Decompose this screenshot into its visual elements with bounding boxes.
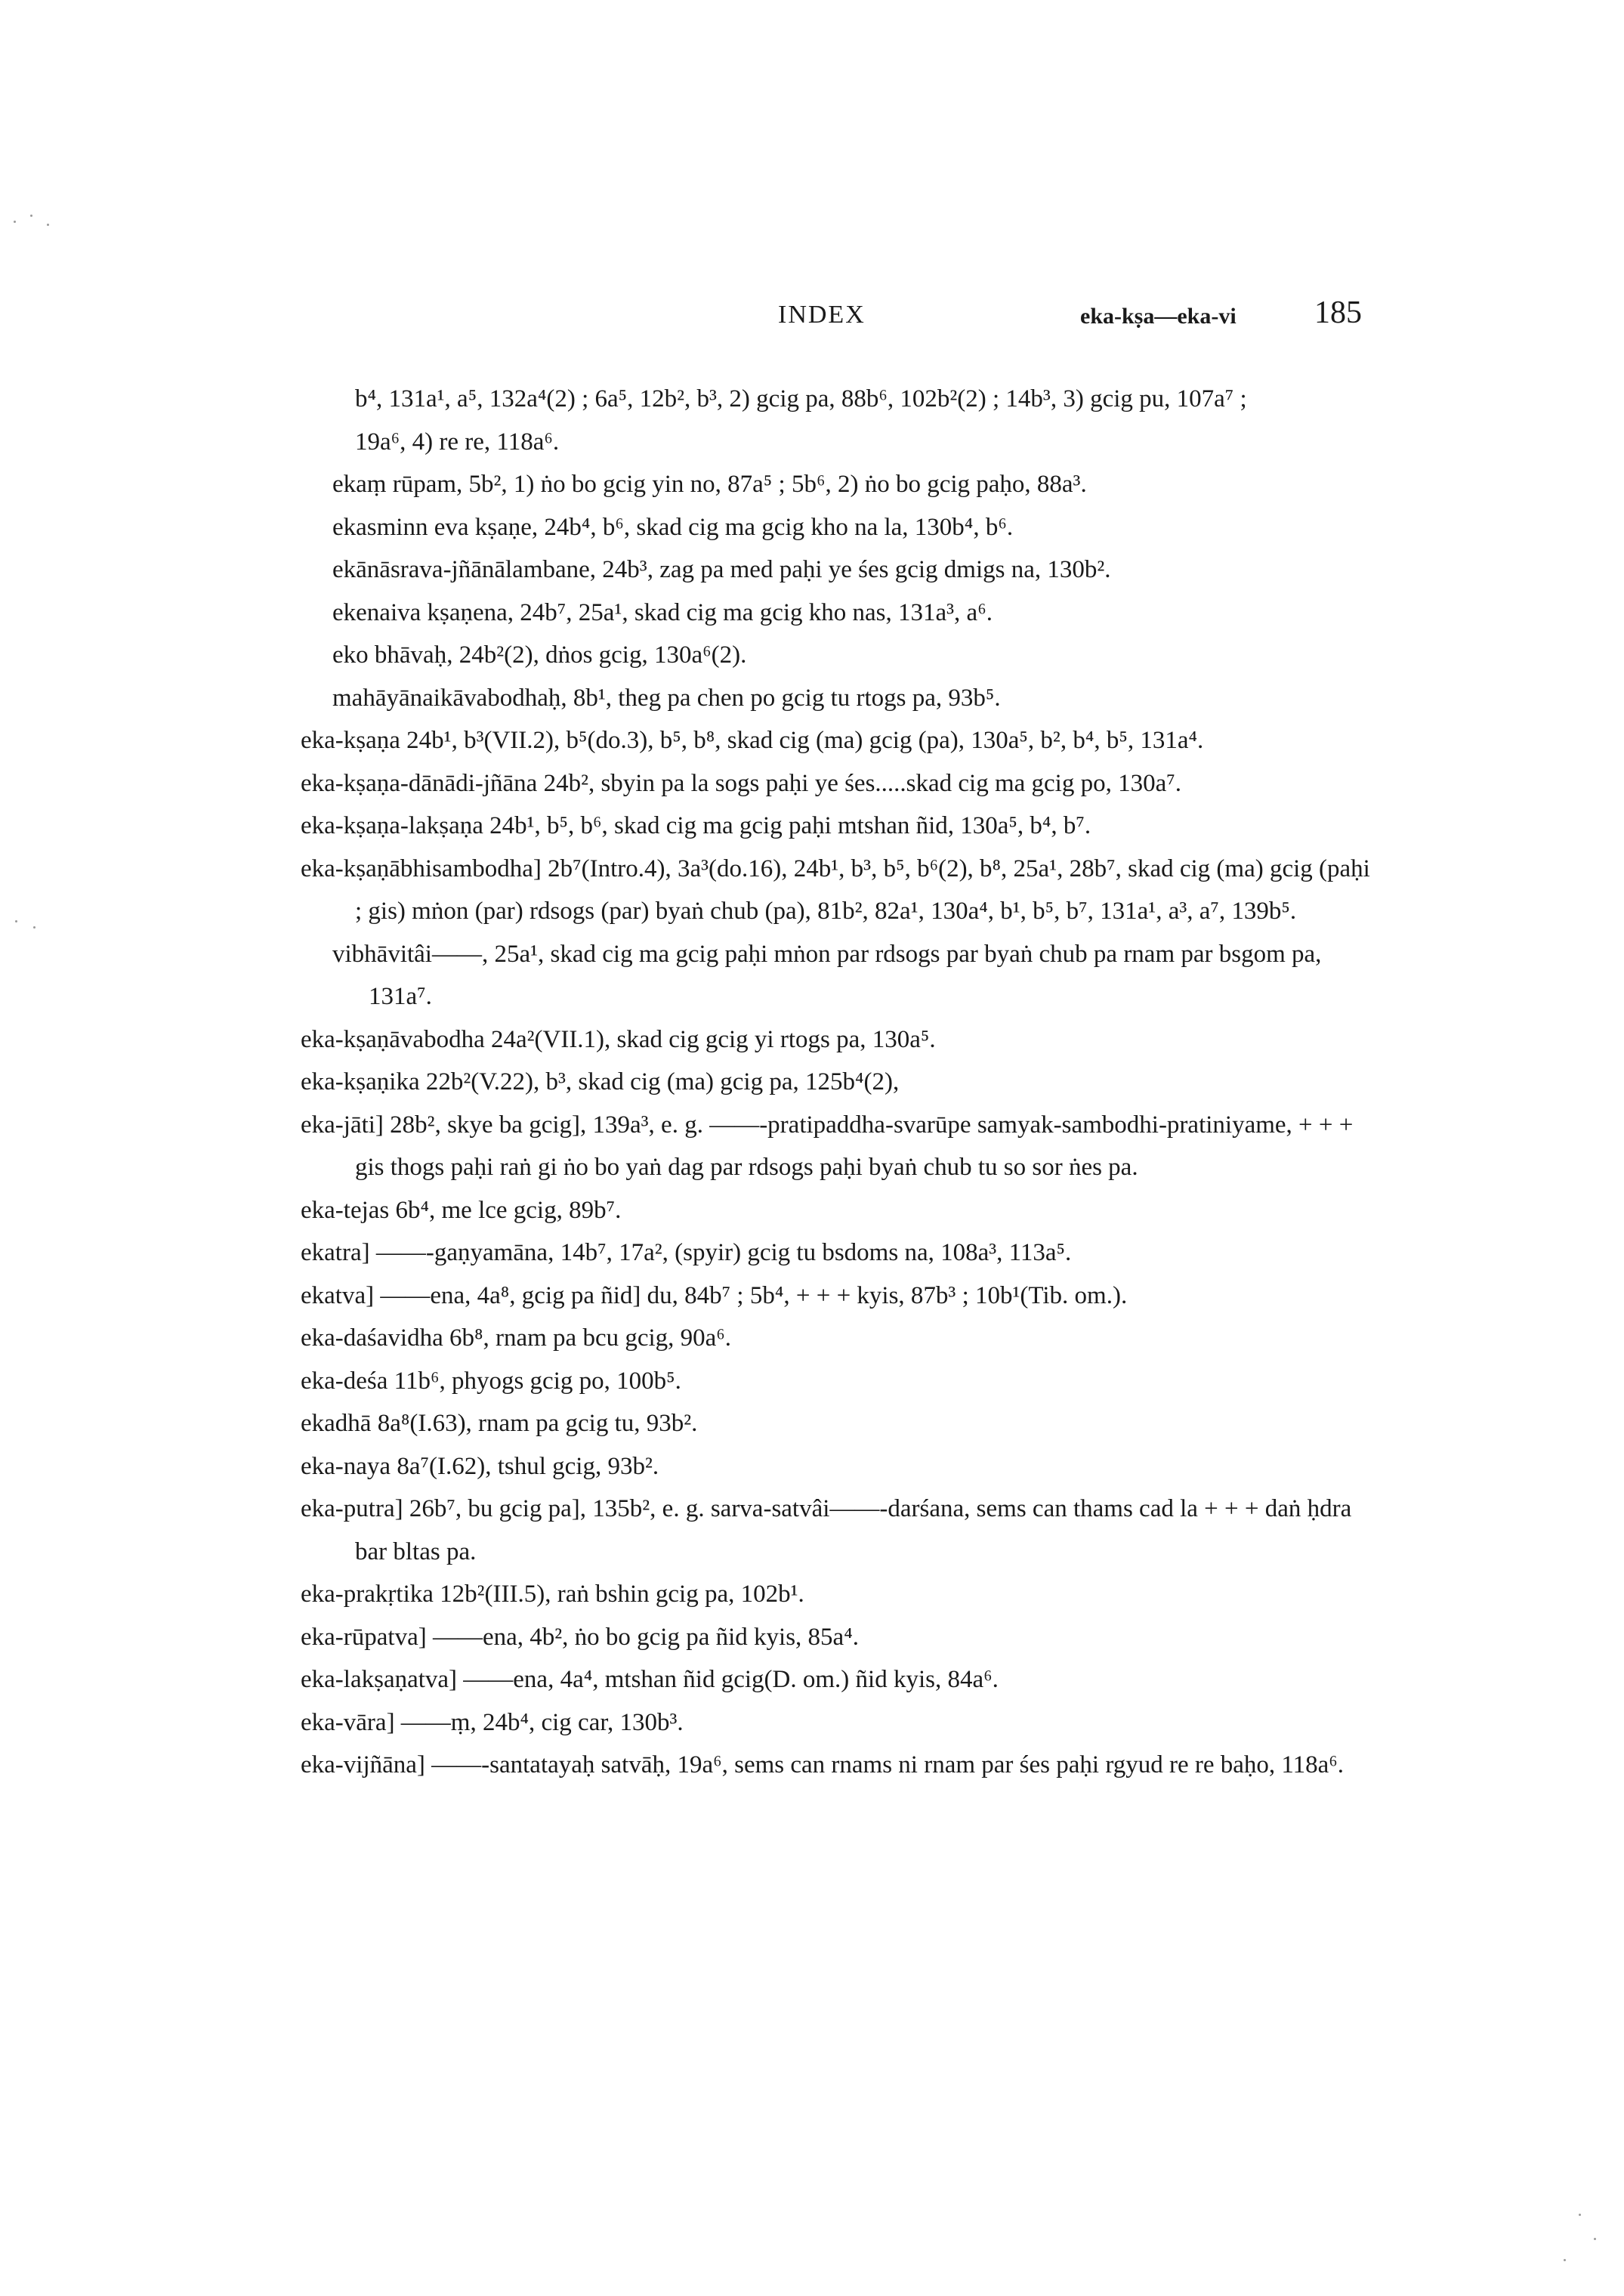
index-entry: eka-daśavidha 6b⁸, rnam pa bcu gcig, 90a⁶. xyxy=(301,1324,732,1352)
sub-entry: ekasminn eva kṣaṇe, 24b⁴, b⁶, skad cig ma gcig kho na la, 130b⁴, b⁶. xyxy=(332,513,1014,541)
index-entry: ekadhā 8a⁸(I.63), rnam pa gcig tu, 93b². xyxy=(301,1410,698,1437)
sub-entry: ekānāsrava-jñānālambane, 24b³, zag pa med paḥi ye śes gcig dmigs na, 130b². xyxy=(332,556,1111,583)
sub-entry: eko bhāvaḥ, 24b²(2), dṅos gcig, 130a⁶(2). xyxy=(332,641,747,669)
header-entry-range: eka-kṣa—eka-vi xyxy=(1080,304,1237,329)
sub-entry: ekaṃ rūpam, 5b², 1) ṅo bo gcig yin no, 87a⁵ ; 5b⁶, 2) ṅo bo gcig paḥo, 88a³. xyxy=(332,471,1087,498)
sub-entry: mahāyānaikāvabodhaḥ, 8b¹, theg pa chen po gcig tu rtogs pa, 93b⁵. xyxy=(332,684,1001,712)
index-entries xyxy=(301,378,1373,1787)
index-entry: eka-kṣaṇa-lakṣaṇa 24b¹, b⁵, b⁶, skad cig ma gcig paḥi mtshan ñid, 130a⁵, b⁴, b⁷. xyxy=(301,812,1091,839)
index-entry: eka-kṣaṇābhisambodha] 2b⁷(Intro.4), 3a³(do.16), 24b¹, b³, b⁵, b⁶(2), b⁸, 25a¹, 28b⁷, skad cig (ma) gcig (paḥi ; gis) mṅon (par) rdsogs (par) byaṅ chub (pa), 81b², 82a¹, 130a⁴, b¹, b⁵, b⁷, 131a¹, a³, a⁷, 139b⁵. xyxy=(301,854,1370,925)
scan-speck xyxy=(14,221,16,223)
scan-speck xyxy=(30,215,32,217)
entry-continuation-line: 19a⁶, 4) re re, 118a⁶. xyxy=(355,428,560,456)
index-entry: eka-kṣaṇa 24b¹, b³(VII.2), b⁵(do.3), b⁵, b⁸, skad cig (ma) gcig (pa), 130a⁵, b², b⁴, b⁵, 131a⁴. xyxy=(301,727,1204,754)
index-entry: eka-rūpatva] ——ena, 4b², ṅo bo gcig pa ñid kyis, 85a⁴. xyxy=(301,1623,859,1651)
index-entry: eka-naya 8a⁷(I.62), tshul gcig, 93b². xyxy=(301,1452,659,1480)
index-entry: eka-kṣaṇa-dānādi-jñāna 24b², sbyin pa la sogs paḥi ye śes.....skad cig ma gcig po, 130a⁷. xyxy=(301,769,1182,797)
scan-speck xyxy=(33,926,36,929)
index-entry: eka-kṣaṇāvabodha 24a²(VII.1), skad cig gcig yi rtogs pa, 130a⁵. xyxy=(301,1025,936,1053)
scan-speck xyxy=(47,224,49,226)
scan-speck xyxy=(15,920,17,922)
index-entry: eka-vāra] ——ṃ, 24b⁴, cig car, 130b³. xyxy=(301,1708,684,1736)
index-entry: ekatva] ——ena, 4a⁸, gcig pa ñid] du, 84b⁷ ; 5b⁴, + + + kyis, 87b³ ; 10b¹(Tib. om.). xyxy=(301,1281,1128,1309)
running-header xyxy=(0,295,1624,338)
index-entry: eka-tejas 6b⁴, me lce gcig, 89b⁷. xyxy=(301,1196,622,1224)
header-title: INDEX xyxy=(778,301,866,329)
sub-entry: ekenaiva kṣaṇena, 24b⁷, 25a¹, skad cig ma gcig kho nas, 131a³, a⁶. xyxy=(332,598,993,626)
scan-speck xyxy=(1594,2238,1596,2240)
scan-speck xyxy=(1564,2259,1566,2261)
page-number: 185 xyxy=(1314,295,1362,330)
index-entry: ekatra] ——-gaṇyamāna, 14b⁷, 17a², (spyir) gcig tu bsdoms na, 108a³, 113a⁵. xyxy=(301,1239,1072,1266)
index-entry: eka-jāti] 28b², skye ba gcig], 139a³, e. g. ——-pratipaddha-svarūpe samyak-sambodhi-pratiniyame, + + + gis thogs paḥi raṅ gi ṅo bo yaṅ dag par rdsogs paḥi byaṅ chub tu so sor ṅes pa. xyxy=(301,1111,1354,1181)
index-entry: eka-putra] 26b⁷, bu gcig pa], 135b², e. g. sarva-satvâi——-darśana, sems can thams cad la + + + daṅ ḥdra bar bltas pa. xyxy=(301,1495,1352,1565)
index-entry: eka-kṣaṇika 22b²(V.22), b³, skad cig (ma) gcig pa, 125b⁴(2), xyxy=(301,1068,900,1095)
index-entry: eka-deśa 11b⁶, phyogs gcig po, 100b⁵. xyxy=(301,1367,681,1395)
index-entry: eka-vijñāna] ——-santatayaḥ satvāḥ, 19a⁶, sems can rnams ni rnam par śes paḥi rgyud re re baḥo, 118a⁶. xyxy=(301,1751,1345,1778)
entry-continuation-line: b⁴, 131a¹, a⁵, 132a⁴(2) ; 6a⁵, 12b², b³, 2) gcig pa, 88b⁶, 102b²(2) ; 14b³, 3) gcig pu, 107a⁷ ; xyxy=(355,385,1247,413)
index-entry: eka-lakṣaṇatva] ——ena, 4a⁴, mtshan ñid gcig(D. om.) ñid kyis, 84a⁶. xyxy=(301,1666,999,1693)
index-entry: eka-prakṛtika 12b²(III.5), raṅ bshin gcig pa, 102b¹. xyxy=(301,1581,804,1608)
sub-entry: vibhāvitâi——, 25a¹, skad cig ma gcig paḥi mṅon par rdsogs par byaṅ chub pa rnam par bsgom pa, 131a⁷. xyxy=(332,940,1322,1010)
scan-speck xyxy=(1579,2214,1581,2216)
